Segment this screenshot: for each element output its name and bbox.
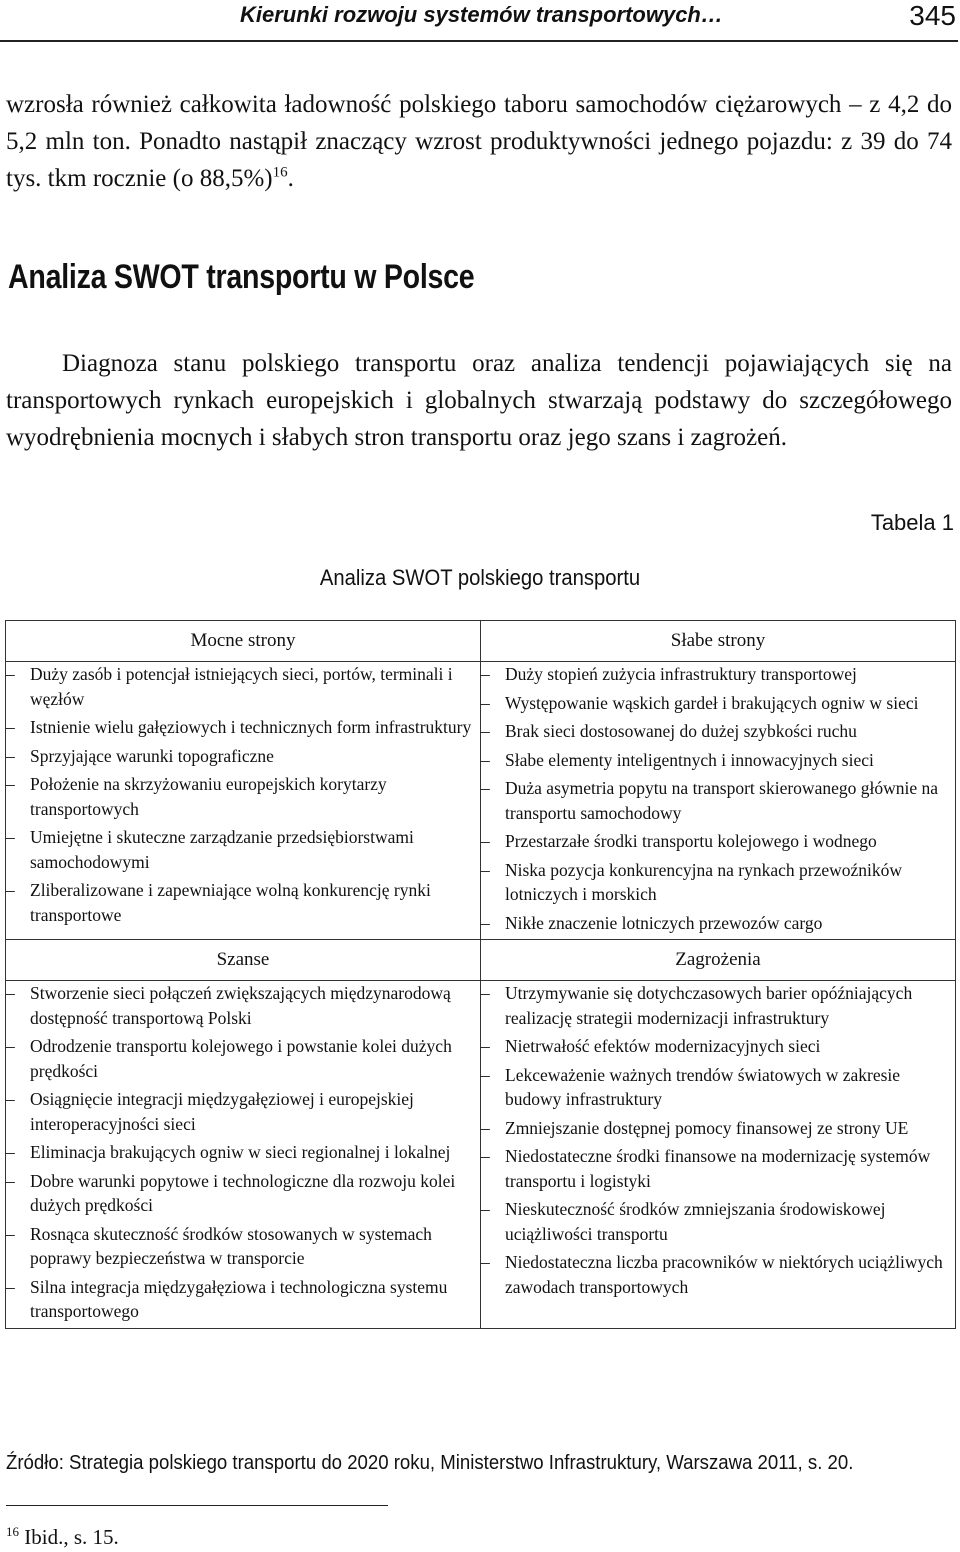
dash-bullet: – bbox=[6, 664, 15, 684]
dash-bullet: – bbox=[6, 1089, 15, 1109]
list-item bbox=[6, 1222, 480, 1271]
dash-bullet: – bbox=[481, 912, 490, 933]
list-item-text: Osiągnięcie integracji międzygałęziowej i europejskiej interoperacyjności sieci bbox=[30, 1089, 414, 1134]
list-item bbox=[481, 858, 955, 907]
weaknesses-list bbox=[481, 662, 955, 935]
dash-bullet: – bbox=[481, 1117, 490, 1138]
list-item-text: Niedostateczna liczba pracowników w niektórych uciążliwych zawodach transportowych bbox=[505, 1252, 943, 1297]
dash-bullet: – bbox=[481, 831, 490, 851]
swot-header-row-top bbox=[6, 621, 956, 662]
list-item-text: Występowanie wąskich gardeł i brakujących ogniw w sieci bbox=[505, 692, 919, 713]
list-item bbox=[481, 911, 955, 936]
threats-header: Zagrożenia bbox=[481, 940, 956, 981]
footnote-number: 16 bbox=[6, 1524, 19, 1539]
list-item-text: Zliberalizowane i zapewniające wolną konkurencję rynki transportowe bbox=[30, 880, 431, 925]
list-item bbox=[6, 1169, 480, 1218]
footnote-ref: 16 bbox=[272, 164, 288, 181]
opportunities-cell bbox=[6, 981, 481, 1329]
list-item-text: Słabe elementy inteligentnych i innowacyjnych sieci bbox=[505, 749, 874, 770]
strengths-list bbox=[6, 662, 480, 927]
footnote-text: Ibid., s. 15. bbox=[24, 1525, 119, 1549]
dash-bullet: – bbox=[6, 1170, 15, 1191]
swot-table bbox=[5, 620, 956, 1329]
weaknesses-header: Słabe strony bbox=[481, 621, 956, 662]
threats-list bbox=[481, 981, 955, 1299]
intro-text: wzrosła również całkowita ładowność polskiego taboru samochodów ciężarowych – z 4,2 do 5,2 mln ton. Ponadto nastąpił znaczący wzrost produktywności jednego pojazdu: z 39 do 74 tys. tkm rocznie (o 88,5%) bbox=[6, 91, 952, 192]
list-item bbox=[481, 1063, 955, 1112]
list-item bbox=[6, 715, 480, 740]
dash-bullet: – bbox=[481, 1199, 490, 1219]
footnote-divider bbox=[6, 1505, 388, 1506]
list-item-text: Duży stopień zużycia infrastruktury transportowej bbox=[505, 664, 857, 684]
swot-content-row-top bbox=[6, 662, 956, 940]
list-item bbox=[481, 691, 955, 716]
dash-bullet: – bbox=[481, 983, 490, 1003]
list-item bbox=[481, 662, 955, 687]
list-item bbox=[481, 829, 955, 854]
dash-bullet: – bbox=[6, 1036, 15, 1056]
strengths-cell bbox=[6, 662, 481, 940]
dash-bullet: – bbox=[6, 745, 15, 766]
dash-bullet: – bbox=[481, 859, 490, 880]
dash-bullet: – bbox=[481, 1252, 490, 1272]
list-item bbox=[6, 772, 480, 821]
dash-bullet: – bbox=[6, 1276, 15, 1297]
dash-bullet: – bbox=[481, 1146, 490, 1166]
dash-bullet: – bbox=[6, 1142, 15, 1162]
dash-bullet: – bbox=[6, 827, 15, 847]
list-item-text: Silna integracja międzygałęziowa i technologiczna systemu transportowego bbox=[30, 1276, 448, 1321]
list-item-text: Brak sieci dostosowanej do dużej szybkości ruchu bbox=[505, 721, 857, 741]
list-item-text: Niska pozycja konkurencyjna na rynkach przewoźników lotniczych i morskich bbox=[505, 859, 903, 904]
table-caption bbox=[0, 565, 960, 591]
intro-paragraph bbox=[6, 86, 952, 197]
list-item-text: Położenie na skrzyżowaniu europejskich korytarzy transportowych bbox=[30, 774, 387, 819]
list-item-text: Nikłe znaczenie lotniczych przewozów cargo bbox=[505, 912, 823, 933]
list-item bbox=[481, 776, 955, 825]
list-item-text: Eliminacja brakujących ogniw w sieci regionalnej i lokalnej bbox=[30, 1142, 451, 1162]
dash-bullet: – bbox=[481, 664, 490, 684]
list-item-text: Niedostateczne środki finansowe na modernizację systemów transportu i logistyki bbox=[505, 1146, 931, 1191]
dash-bullet: – bbox=[481, 721, 490, 741]
running-header bbox=[0, 0, 958, 42]
strengths-header: Mocne strony bbox=[6, 621, 481, 662]
swot-content-row-bottom bbox=[6, 981, 956, 1329]
list-item bbox=[6, 662, 480, 711]
dash-bullet: – bbox=[481, 1036, 490, 1056]
list-item-text: Duża asymetria popytu na transport skierowanego głównie na transportu samochodowy bbox=[505, 778, 938, 823]
list-item-text: Przestarzałe środki transportu kolejowego i wodnego bbox=[505, 831, 877, 851]
dash-bullet: – bbox=[481, 749, 490, 770]
dash-bullet: – bbox=[6, 1223, 15, 1244]
list-item bbox=[481, 1250, 955, 1299]
list-item-text: Sprzyjające warunki topograficzne bbox=[30, 745, 274, 766]
list-item-text: Duży zasób i potencjał istniejących sieci, portów, terminali i węzłów bbox=[30, 664, 453, 709]
list-item bbox=[6, 825, 480, 874]
list-item-text: Umiejętne i skuteczne zarządzanie przedsiębiorstwami samochodowymi bbox=[30, 827, 414, 872]
opportunities-header: Szanse bbox=[6, 940, 481, 981]
list-item bbox=[6, 1140, 480, 1165]
list-item bbox=[481, 1116, 955, 1141]
list-item bbox=[6, 1034, 480, 1083]
list-item bbox=[6, 981, 480, 1030]
list-item bbox=[481, 981, 955, 1030]
dash-bullet: – bbox=[481, 692, 490, 713]
list-item-text: Lekceważenie ważnych trendów światowych w zakresie budowy infrastruktury bbox=[505, 1064, 901, 1109]
list-item bbox=[6, 744, 480, 769]
swot-header-row-bottom bbox=[6, 940, 956, 981]
list-item bbox=[481, 719, 955, 744]
dash-bullet: – bbox=[6, 717, 15, 737]
section-title: Analiza SWOT transportu w Polsce bbox=[8, 258, 475, 296]
intro-tail: . bbox=[287, 165, 294, 192]
running-header-title: Kierunki rozwoju systemów transportowych… bbox=[240, 2, 723, 27]
table-caption-text: Analiza SWOT polskiego transportu bbox=[319, 565, 641, 590]
list-item bbox=[6, 1275, 480, 1324]
table-source: Źródło: Strategia polskiego transportu do 2020 roku, Ministerstwo Infrastruktury, Warszawa 2011, s. 20. bbox=[6, 1452, 854, 1474]
dash-bullet: – bbox=[481, 778, 490, 798]
list-item-text: Dobre warunki popytowe i technologiczne dla rozwoju kolei dużych prędkości bbox=[30, 1170, 456, 1215]
threats-cell bbox=[481, 981, 956, 1329]
dash-bullet: – bbox=[6, 774, 15, 794]
list-item-text: Nieskuteczność środków zmniejszania środowiskowej uciążliwości transportu bbox=[505, 1199, 886, 1244]
list-item-text: Odrodzenie transportu kolejowego i powstanie kolei dużych prędkości bbox=[30, 1036, 452, 1081]
list-item-text: Istnienie wielu gałęziowych i technicznych form infrastruktury bbox=[30, 717, 472, 737]
list-item bbox=[481, 1197, 955, 1246]
list-item-text: Stworzenie sieci połączeń zwiększających międzynarodową dostępność transportową Polski bbox=[30, 983, 451, 1028]
dash-bullet: – bbox=[6, 983, 15, 1003]
table-label: Tabela 1 bbox=[870, 510, 954, 535]
list-item bbox=[481, 748, 955, 773]
dash-bullet: – bbox=[481, 1064, 490, 1085]
footnote bbox=[6, 1524, 119, 1550]
list-item bbox=[6, 1087, 480, 1136]
list-item-text: Zmniejszanie dostępnej pomocy finansowej ze strony UE bbox=[505, 1117, 909, 1138]
dash-bullet: – bbox=[6, 880, 15, 900]
opportunities-list bbox=[6, 981, 480, 1324]
page-number: 345 bbox=[909, 0, 956, 31]
weaknesses-cell bbox=[481, 662, 956, 940]
list-item-text: Nietrwałość efektów modernizacyjnych sieci bbox=[505, 1036, 821, 1056]
list-item bbox=[481, 1144, 955, 1193]
list-item bbox=[481, 1034, 955, 1059]
list-item bbox=[6, 878, 480, 927]
list-item-text: Rosnąca skuteczność środków stosowanych w systemach poprawy bezpieczeństwa w transporcie bbox=[30, 1223, 432, 1268]
section-paragraph: Diagnoza stanu polskiego transportu oraz analiza tendencji pojawiających się na transportowych rynkach europejskich i globalnych stwarzają podstawy do szczegółowego wyodrębnienia mocnych i słabych stron transportu oraz jego szans i zagrożeń. bbox=[6, 350, 952, 451]
list-item-text: Utrzymywanie się dotychczasowych barier opóźniających realizację strategii modernizacji infrastruktury bbox=[505, 983, 913, 1028]
